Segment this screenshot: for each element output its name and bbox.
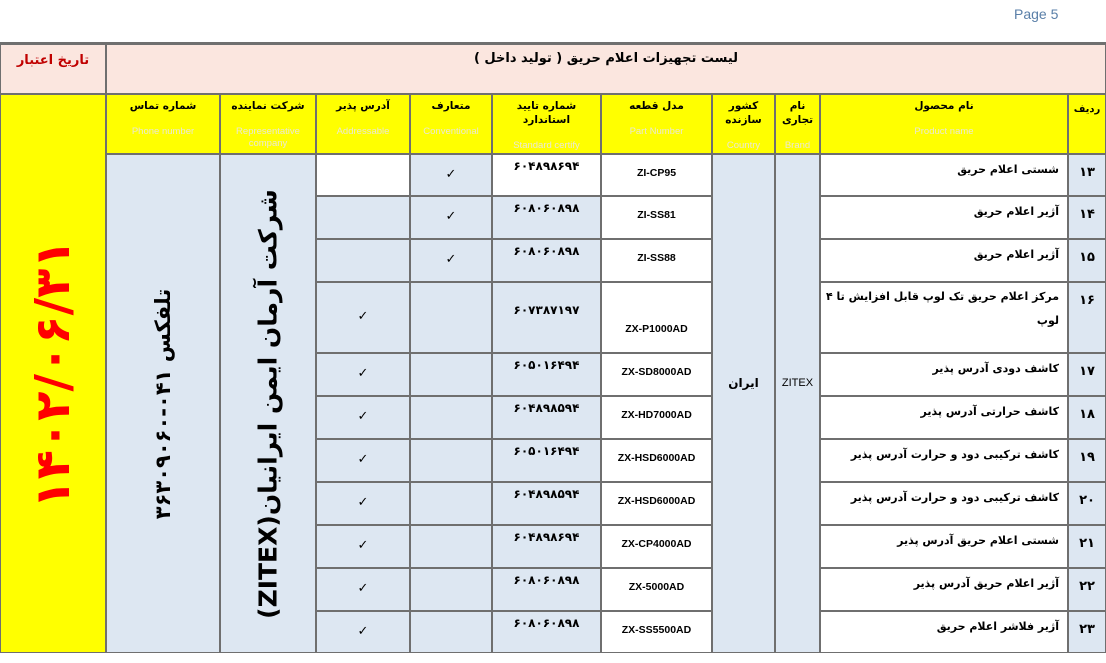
product-name-cell: کاشف دودی آدرس پذیر xyxy=(820,353,1068,396)
addressable-cell: ✓ xyxy=(316,568,410,611)
product-name-cell: آژیر اعلام حریق xyxy=(820,196,1068,239)
brand-value: ZITEX xyxy=(781,377,814,389)
validity-date-cell xyxy=(0,94,106,653)
model-cell: ZX-HSD6000AD xyxy=(601,482,712,525)
company-name: شرکت آرمان ایمن ایرانیان(ZITEX) xyxy=(253,188,283,619)
certify-cell: ۶۰۷۳۸۷۱۹۷ xyxy=(492,282,601,353)
row-number-cell: ۱۳ xyxy=(1068,154,1106,196)
product-name-cell: شستی اعلام حریق آدرس پذیر xyxy=(820,525,1068,568)
col-addressable: آدرس پذیر Addressable xyxy=(316,94,410,154)
certify-cell: ۶۰۸۰۶۰۸۹۸ xyxy=(492,239,601,282)
certify-cell: ۶۰۸۰۶۰۸۹۸ xyxy=(492,196,601,239)
conventional-cell xyxy=(410,282,492,353)
certify-cell: ۶۰۴۸۹۸۶۹۴ xyxy=(492,154,601,196)
validity-header-cell xyxy=(0,44,106,94)
phone-cell xyxy=(106,154,220,653)
model-cell: ZX-SD8000AD xyxy=(601,353,712,396)
validity-date: ۱۴۰۲/۰۶/۳۱ xyxy=(25,238,81,509)
col-standard-certify: شماره تایید استاندارد Standard certify xyxy=(492,94,601,154)
certify-cell: ۶۰۸۰۶۰۸۹۸ xyxy=(492,611,601,653)
country-cell xyxy=(712,154,775,653)
addressable-cell xyxy=(316,239,410,282)
validity-header: تاریخ اعتبار xyxy=(16,53,90,68)
conventional-cell: ✓ xyxy=(410,196,492,239)
addressable-cell: ✓ xyxy=(316,282,410,353)
product-name-cell: آژیر اعلام حریق آدرس پذیر xyxy=(820,568,1068,611)
addressable-cell: ✓ xyxy=(316,353,410,396)
row-number-cell: ۱۹ xyxy=(1068,439,1106,482)
phone-number: تلفکس ۰۴۱-۳۶۳۰۹۰۶۰ xyxy=(151,288,175,519)
model-cell: ZX-CP4000AD xyxy=(601,525,712,568)
country-value: ایران xyxy=(728,376,759,390)
col-country: کشور سازنده Country xyxy=(712,94,775,154)
model-cell: ZI-SS81 xyxy=(601,196,712,239)
model-cell: ZX-HSD6000AD xyxy=(601,439,712,482)
conventional-cell: ✓ xyxy=(410,154,492,196)
brand-cell xyxy=(775,154,820,653)
col-phone: شماره تماس Phone number xyxy=(106,94,220,154)
row-number-cell: ۱۸ xyxy=(1068,396,1106,439)
conventional-cell xyxy=(410,482,492,525)
conventional-cell xyxy=(410,396,492,439)
col-representative: شرکت نماینده Representative company xyxy=(220,94,316,154)
row-number-cell: ۱۴ xyxy=(1068,196,1106,239)
table-title-cell xyxy=(106,44,1106,94)
conventional-cell xyxy=(410,611,492,653)
addressable-cell: ✓ xyxy=(316,482,410,525)
certify-cell: ۶۰۸۰۶۰۸۹۸ xyxy=(492,568,601,611)
company-cell xyxy=(220,154,316,653)
product-name-cell: کاشف ترکیبی دود و حرارت آدرس پذیر xyxy=(820,482,1068,525)
certify-cell: ۶۰۴۸۹۸۵۹۴ xyxy=(492,396,601,439)
conventional-cell xyxy=(410,439,492,482)
certify-cell: ۶۰۴۸۹۸۵۹۴ xyxy=(492,482,601,525)
col-product-name: نام محصول Product name xyxy=(820,94,1068,154)
col-conventional: متعارف Conventional xyxy=(410,94,492,154)
addressable-cell xyxy=(316,196,410,239)
row-number-cell: ۲۰ xyxy=(1068,482,1106,525)
addressable-cell xyxy=(316,154,410,196)
product-name-cell: کاشف ترکیبی دود و حرارت آدرس پذیر xyxy=(820,439,1068,482)
certify-cell: ۶۰۴۸۹۸۶۹۴ xyxy=(492,525,601,568)
product-name-cell: آژیر فلاشر اعلام حریق xyxy=(820,611,1068,653)
addressable-cell: ✓ xyxy=(316,611,410,653)
product-name-cell: شستی اعلام حریق xyxy=(820,154,1068,196)
model-cell: ZI-SS88 xyxy=(601,239,712,282)
col-row-number: ردیف xyxy=(1068,94,1106,154)
col-part-number: مدل قطعه Part Number xyxy=(601,94,712,154)
certify-cell: ۶۰۵۰۱۶۴۹۴ xyxy=(492,353,601,396)
conventional-cell xyxy=(410,568,492,611)
model-cell: ZX-P1000AD xyxy=(601,282,712,353)
row-number-cell: ۲۲ xyxy=(1068,568,1106,611)
addressable-cell: ✓ xyxy=(316,439,410,482)
product-name-cell: کاشف حرارتی آدرس پذیر xyxy=(820,396,1068,439)
conventional-cell: ✓ xyxy=(410,239,492,282)
product-name-cell: مرکز اعلام حریق تک لوپ قابل افزایش تا ۴ لوپ xyxy=(820,282,1068,353)
model-cell: ZI-CP95 xyxy=(601,154,712,196)
certify-cell: ۶۰۵۰۱۶۴۹۴ xyxy=(492,439,601,482)
model-cell: ZX-SS5500AD xyxy=(601,611,712,653)
model-cell: ZX-HD7000AD xyxy=(601,396,712,439)
row-number-cell: ۲۳ xyxy=(1068,611,1106,653)
row-number-cell: ۱۶ xyxy=(1068,282,1106,353)
conventional-cell xyxy=(410,353,492,396)
page-number: Page 5 xyxy=(1014,6,1059,22)
col-brand: نام تجاری Brand xyxy=(775,94,820,154)
equipment-table xyxy=(0,42,1106,651)
model-cell: ZX-5000AD xyxy=(601,568,712,611)
row-number-cell: ۲۱ xyxy=(1068,525,1106,568)
row-number-cell: ۱۵ xyxy=(1068,239,1106,282)
addressable-cell: ✓ xyxy=(316,396,410,439)
row-number-cell: ۱۷ xyxy=(1068,353,1106,396)
addressable-cell: ✓ xyxy=(316,525,410,568)
product-name-cell: آژیر اعلام حریق xyxy=(820,239,1068,282)
table-title: لیست تجهیزات اعلام حریق ( تولید داخل ) xyxy=(473,51,739,66)
conventional-cell xyxy=(410,525,492,568)
